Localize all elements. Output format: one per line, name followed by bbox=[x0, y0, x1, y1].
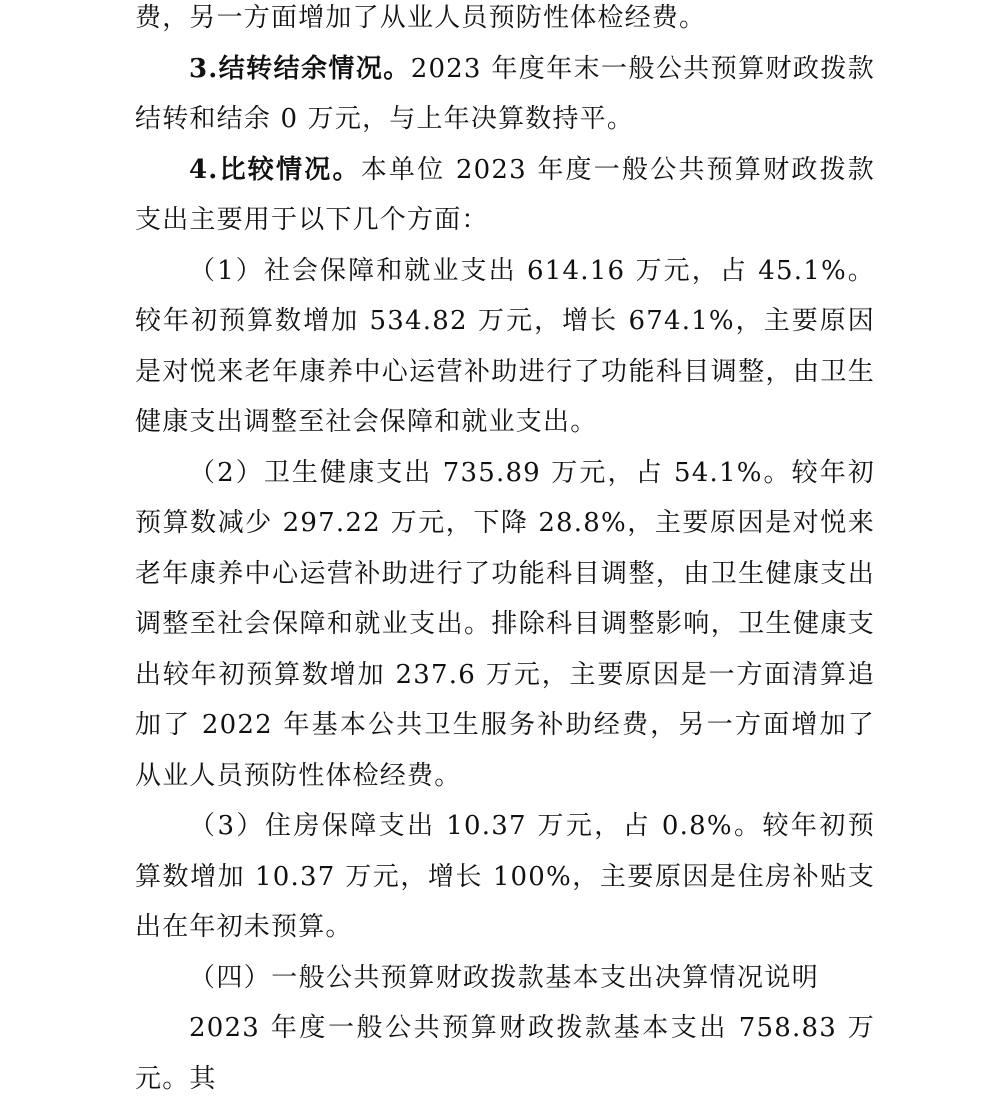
paragraph-health: （2）卫生健康支出 735.89 万元，占 54.1%。较年初预算数减少 297.22 万元，下降 28.8%，主要原因是对悦来老年康养中心运营补助进行了功能科目调整，由卫生健康支出调整至社会保障和就业支出。排除科目调整影响，卫生健康支出较年初预算数增加 237.6 万元，主要原因是一方面清算追加了 2022 年基本公共卫生服务补助经费，另一方面增加了从业人员预防性体检经费。 bbox=[135, 457, 875, 791]
paragraph-continuation: 费，另一方面增加了从业人员预防性体检经费。 bbox=[135, 3, 707, 33]
paragraph-heading-carryover: 3.结转结余情况。 bbox=[189, 53, 411, 84]
document-page bbox=[135, 0, 875, 1104]
paragraph-basic-expenditure: 2023 年度一般公共预算财政拨款基本支出 758.83 万元。其 bbox=[135, 1013, 875, 1094]
paragraph-text-carryover: 2023 年度年末一般公共预算财政拨款结转和结余 0 万元，与上年决算数持平。 bbox=[135, 53, 875, 134]
section-heading: （四）一般公共预算财政拨款基本支出决算情况说明 bbox=[189, 962, 820, 993]
paragraph-housing: （3）住房保障支出 10.37 万元，占 0.8%。较年初预算数增加 10.37 万元，增长 100%，主要原因是住房补贴支出在年初未预算。 bbox=[135, 811, 875, 942]
paragraph-text-comparison: 本单位 2023 年度一般公共预算财政拨款支出主要用于以下几个方面： bbox=[135, 154, 875, 235]
paragraph-social-security: （1）社会保障和就业支出 614.16 万元，占 45.1%。较年初预算数增加 534.82 万元，增长 674.1%，主要原因是对悦来老年康养中心运营补助进行了功能科目调整，由卫生健康支出调整至社会保障和就业支出。 bbox=[135, 255, 875, 437]
paragraph-heading-comparison: 4.比较情况。 bbox=[189, 154, 361, 185]
paragraph-carryover-balance bbox=[135, 44, 875, 145]
paragraph-comparison bbox=[135, 145, 875, 246]
